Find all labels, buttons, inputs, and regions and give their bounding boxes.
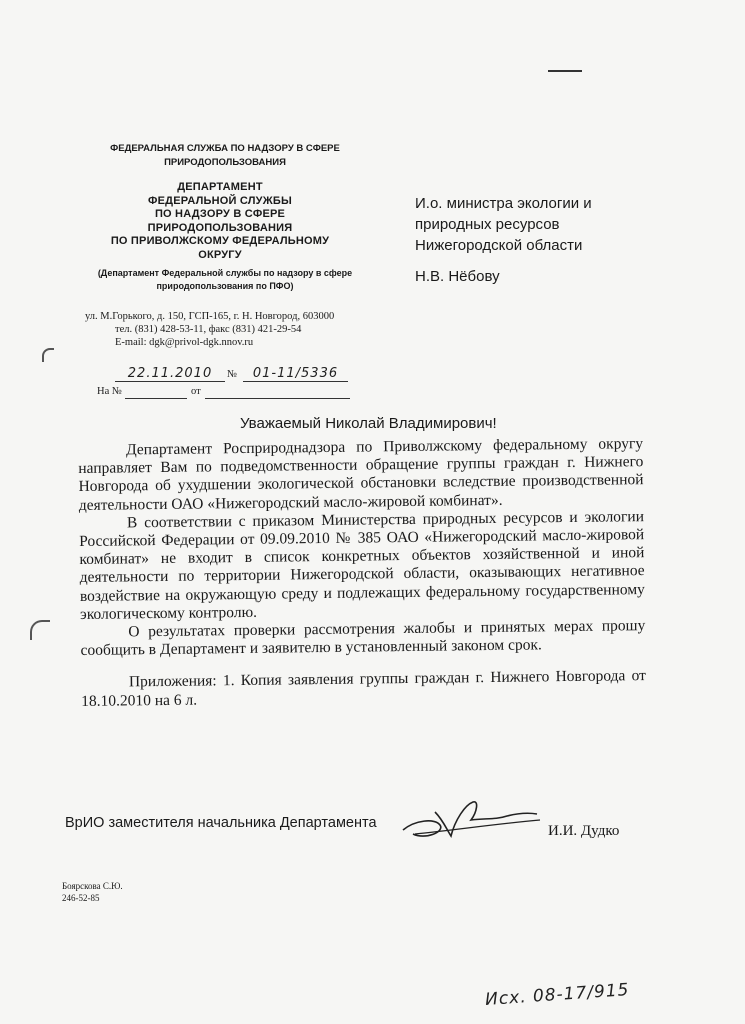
address-phone: тел. (831) 428-53-11, факс (831) 421-29-54 bbox=[115, 324, 302, 335]
executor-phone: 246-52-85 bbox=[62, 893, 100, 903]
letter-body bbox=[78, 435, 646, 711]
agency-header bbox=[95, 142, 355, 170]
department-short-line: природопользования по ПФО) bbox=[156, 281, 294, 291]
signatory-name: И.И. Дудко bbox=[548, 823, 620, 839]
department-short-name bbox=[80, 267, 370, 293]
registration-block bbox=[95, 366, 355, 406]
hole-punch-mark bbox=[42, 348, 54, 362]
address-email: E-mail: dgk@privol-dgk.nnov.ru bbox=[115, 337, 254, 348]
registration-date: 22.11.2010 bbox=[127, 366, 213, 381]
body-paragraph: О результатах проверки рассмотрения жалобы и принятых мерах прошу сообщить в Департамент и заявителю в установленный законом срок. bbox=[80, 617, 646, 660]
handwritten-outgoing-number: Исх. 08-17/915 bbox=[484, 979, 631, 1011]
number-sign: № bbox=[227, 369, 238, 380]
addressee-line: Нижегородской области bbox=[415, 237, 583, 254]
body-paragraph: Департамент Росприроднадзора по Приволжскому федеральному округу направляет Вам по подведомственности обращение группы граждан г. Нижнего Новгорода об ухудшении экологической обстановки вследствие производственной деятельности ОАО «Нижегородский масло-жировой комбинат». bbox=[78, 435, 644, 514]
greeting: Уважаемый Николай Владимирович! bbox=[240, 415, 497, 432]
agency-line: ФЕДЕРАЛЬНАЯ СЛУЖБА ПО НАДЗОРУ В СФЕРЕ bbox=[110, 143, 340, 154]
registration-number-field bbox=[243, 366, 348, 382]
department-line: ПО ПРИВОЛЖСКОМУ ФЕДЕРАЛЬНОМУ bbox=[110, 235, 330, 247]
attachments-paragraph: Приложения: 1. Копия заявления группы граждан г. Нижнего Новгорода от 18.10.2010 на 6 л. bbox=[81, 667, 647, 710]
registration-number: 01-11/5336 bbox=[252, 366, 339, 381]
department-line: ФЕДЕРАЛЬНОЙ СЛУЖБЫ bbox=[148, 194, 292, 207]
executor-name: Боярскова С.Ю. bbox=[62, 881, 123, 891]
registration-date-field bbox=[115, 366, 225, 382]
signature-scribble bbox=[395, 790, 545, 845]
signatory-title: ВрИО заместителя начальника Департамента bbox=[65, 815, 377, 831]
agency-line: ПРИРОДОПОЛЬЗОВАНИЯ bbox=[164, 157, 286, 168]
department-line: ПО НАДЗОРУ В СФЕРЕ bbox=[154, 208, 286, 220]
address-street: ул. М.Горького, д. 150, ГСП-165, г. Н. Новгород, 603000 bbox=[85, 311, 335, 322]
department-header bbox=[70, 181, 370, 262]
department-line: ДЕПАРТАМЕНТ bbox=[177, 181, 263, 193]
hole-punch-mark bbox=[30, 620, 50, 640]
body-paragraph: В соответствии с приказом Министерства природных ресурсов и экологии Российской Федерации от 09.09.2010 № 385 ОАО «Нижегородский масло-жировой комбинат» не входит в список конкретных объектов хозяйственной и иной деятельности по территории Нижегородской области, оказывающих негативное воздействие на окружающую среду и подлежащих федеральному государственному экологическому контролю. bbox=[79, 507, 645, 623]
reply-date-blank bbox=[205, 398, 350, 399]
department-short-line: (Департамент Федеральной службы по надзору в сфере bbox=[97, 268, 353, 278]
address-block bbox=[80, 310, 380, 349]
top-dash-mark bbox=[548, 70, 582, 72]
addressee-name: Н.В. Нёбову bbox=[415, 268, 500, 285]
addressee-line: природных ресурсов bbox=[415, 216, 560, 233]
executor-block bbox=[62, 880, 123, 904]
addressee-block bbox=[415, 193, 715, 256]
reply-number-blank bbox=[125, 398, 187, 399]
addressee-line: И.о. министра экологии и bbox=[415, 195, 592, 212]
department-line: ПРИРОДОПОЛЬЗОВАНИЯ bbox=[147, 221, 293, 234]
reply-from: от bbox=[191, 386, 201, 397]
department-line: ОКРУГУ bbox=[198, 248, 242, 261]
reply-prefix: На № bbox=[97, 386, 122, 397]
